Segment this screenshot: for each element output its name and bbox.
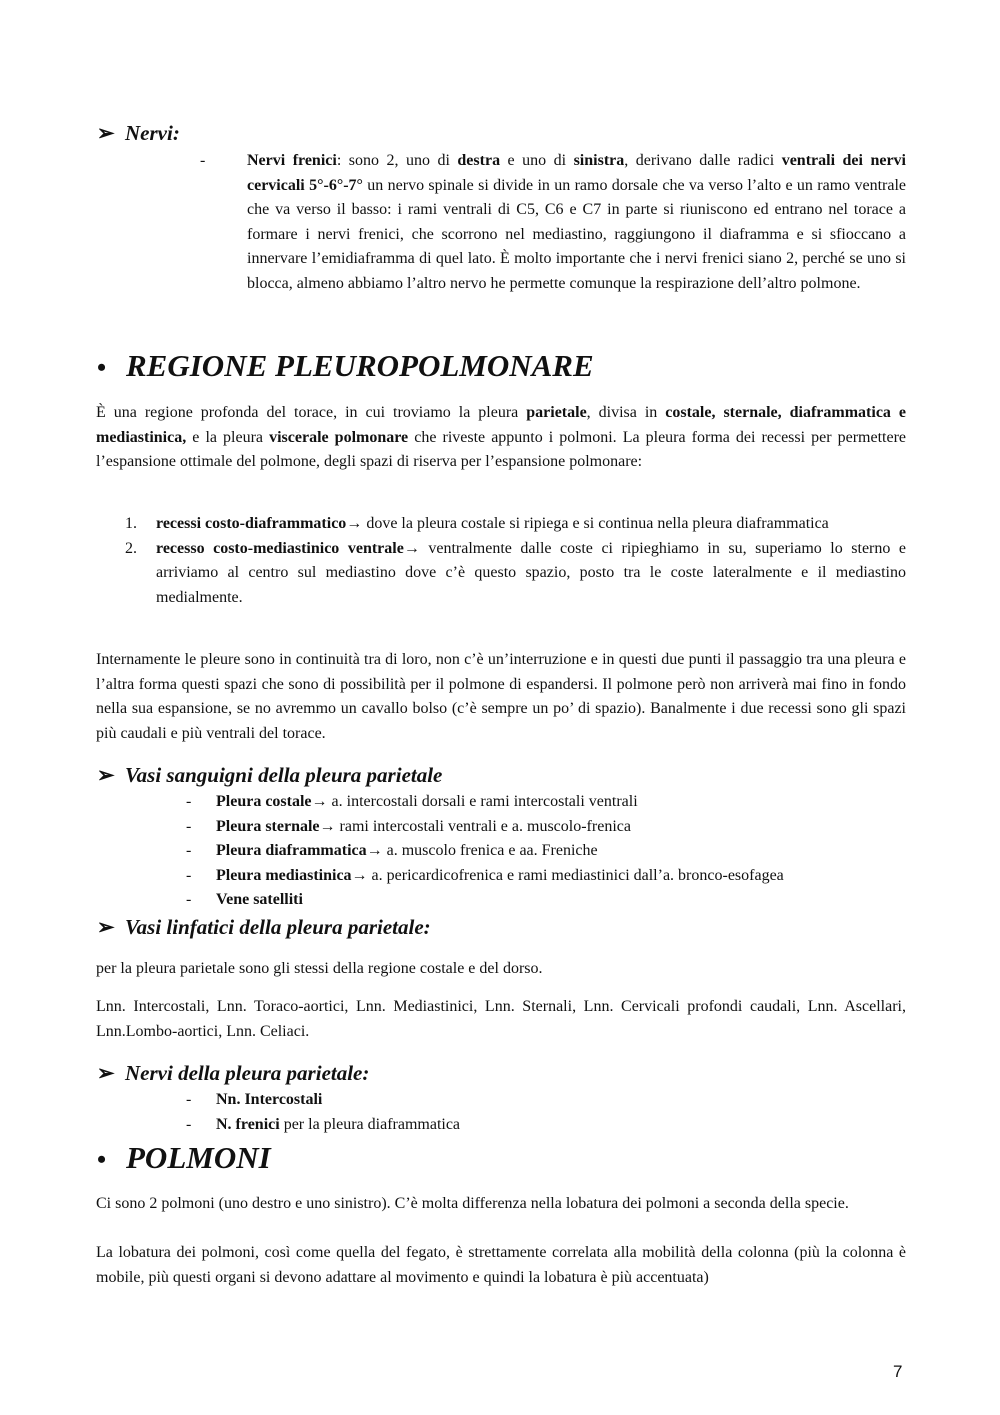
regione-heading: • REGIONE PLEUROPOLMONARE: [97, 348, 594, 386]
page-number: 7: [893, 1362, 903, 1381]
dash-marker: -: [200, 152, 206, 169]
arrow-bullet-icon: ➢: [97, 763, 115, 787]
list-item: - Pleura sternale→ rami intercostali ventrali e a. muscolo-frenica: [186, 815, 784, 840]
arrow-bullet-icon: ➢: [97, 121, 115, 145]
bullet-icon: •: [97, 353, 107, 382]
bullet-icon: •: [97, 1145, 107, 1174]
vasi-linfatici-paragraph-1: per la pleura parietale sono gli stessi della regione costale e del dorso.: [96, 960, 543, 977]
arrow-bullet-icon: ➢: [97, 1061, 115, 1085]
nervi-pleura-list: [186, 1088, 460, 1137]
vasi-linfatici-heading: ➢ Vasi linfatici della pleura parietale:: [97, 915, 431, 939]
recessi-list: [125, 512, 906, 611]
vasi-sanguigni-heading: ➢ Vasi sanguigni della pleura parietale: [97, 763, 443, 787]
vasi-linfatici-paragraph-2: Lnn. Intercostali, Lnn. Toraco-aortici, Lnn. Mediastinici, Lnn. Sternali, Lnn. Cervicali profondi caudali, Lnn. Ascellari, Lnn.Lombo-aortici, Lnn. Celiaci.: [96, 998, 906, 1040]
nervi-frenici-text: Nervi frenici: sono 2, uno di destra e uno di sinistra, derivano dalle radici ventrali dei nervi cervicali 5°-6°-7° un nervo spinale si divide in un ramo dorsale che va verso l’alto e un ramo ventrale che va verso il basso: i rami ventrali di C5, C6 e C7 in parte si riuniscono ed entrano nel torace a formare i nervi frenici, che scorrono nel mediastino, raggiungono il diaframma e si sfioccano a innervare l’emidiaframma di quel lato. È molto importante che i nervi frenici siano 2, perché se uno si blocca, almeno abbiamo l’altro nervo he permette comunque la respirazione dell’altro polmone.: [247, 152, 907, 292]
list-item: 1. recessi costo-diaframmatico→ dove la pleura costale si ripiega e si continua nella pleura diaframmatica: [125, 515, 829, 532]
nervi-heading: ➢ Nervi:: [97, 121, 180, 145]
nervi-pleura-heading: ➢ Nervi della pleura parietale:: [97, 1061, 370, 1085]
list-item: 2. recesso costo-mediastinico ventrale→ ventralmente dalle coste ci ripieghiamo in su, superiamo lo sterno e arriviamo al centro sul mediastino dove c’è questo spazio, posto tra le coste lateralmente e il mediastino medialmente.: [125, 539, 907, 607]
list-item: - N. frenici per la pleura diaframmatica: [186, 1113, 460, 1138]
regione-intro: È una regione profonda del torace, in cui troviamo la pleura parietale, divisa in costale, sternale, diaframmatica e mediastinica, e la pleura viscerale polmonare che riveste appunto i polmoni. La pleura forma dei recessi per permettere l’espansione ottimale del polmone, degli spazi di riserva per l’espansione polmonare:: [96, 404, 907, 471]
list-item: - Pleura costale→ a. intercostali dorsali e rami intercostali ventrali: [186, 790, 784, 815]
polmoni-paragraph-1: Ci sono 2 polmoni (uno destro e uno sinistro). C’è molta differenza nella lobatura dei polmoni a seconda della specie.: [96, 1195, 849, 1212]
list-item: - Vene satelliti: [186, 888, 784, 913]
arrow-bullet-icon: ➢: [97, 915, 115, 939]
list-item: - Pleura mediastinica→ a. pericardicofrenica e rami mediastinici dall’a. bronco-esofagea: [186, 864, 784, 889]
vasi-sanguigni-list: [186, 790, 784, 913]
polmoni-heading: • POLMONI: [97, 1140, 271, 1178]
list-item: - Nn. Intercostali: [186, 1088, 460, 1113]
list-item: - Pleura diaframmatica→ a. muscolo frenica e aa. Freniche: [186, 839, 784, 864]
nervi-frenici-item: [200, 149, 906, 296]
polmoni-paragraph-2: La lobatura dei polmoni, così come quella del fegato, è strettamente correlata alla mobilità della colonna (più la colonna è mobile, più questi organi si devono adattare al movimento e quindi la lobatura è più accentuata): [96, 1244, 906, 1286]
regione-paragraph-2: Internamente le pleure sono in continuità tra di loro, non c’è un’interruzione e in questi due punti il passaggio tra una pleura e l’altra forma questi spazi che sono di possibilità per il polmone di espandersi. Il polmone però non arriverà mai fino in fondo nella sua espansione, se no avremmo un cavallo bolso (c’è sempre un po’ di spazio). Banalmente i due recessi sono gli spazi più caudali e più ventrali del torace.: [96, 651, 906, 743]
